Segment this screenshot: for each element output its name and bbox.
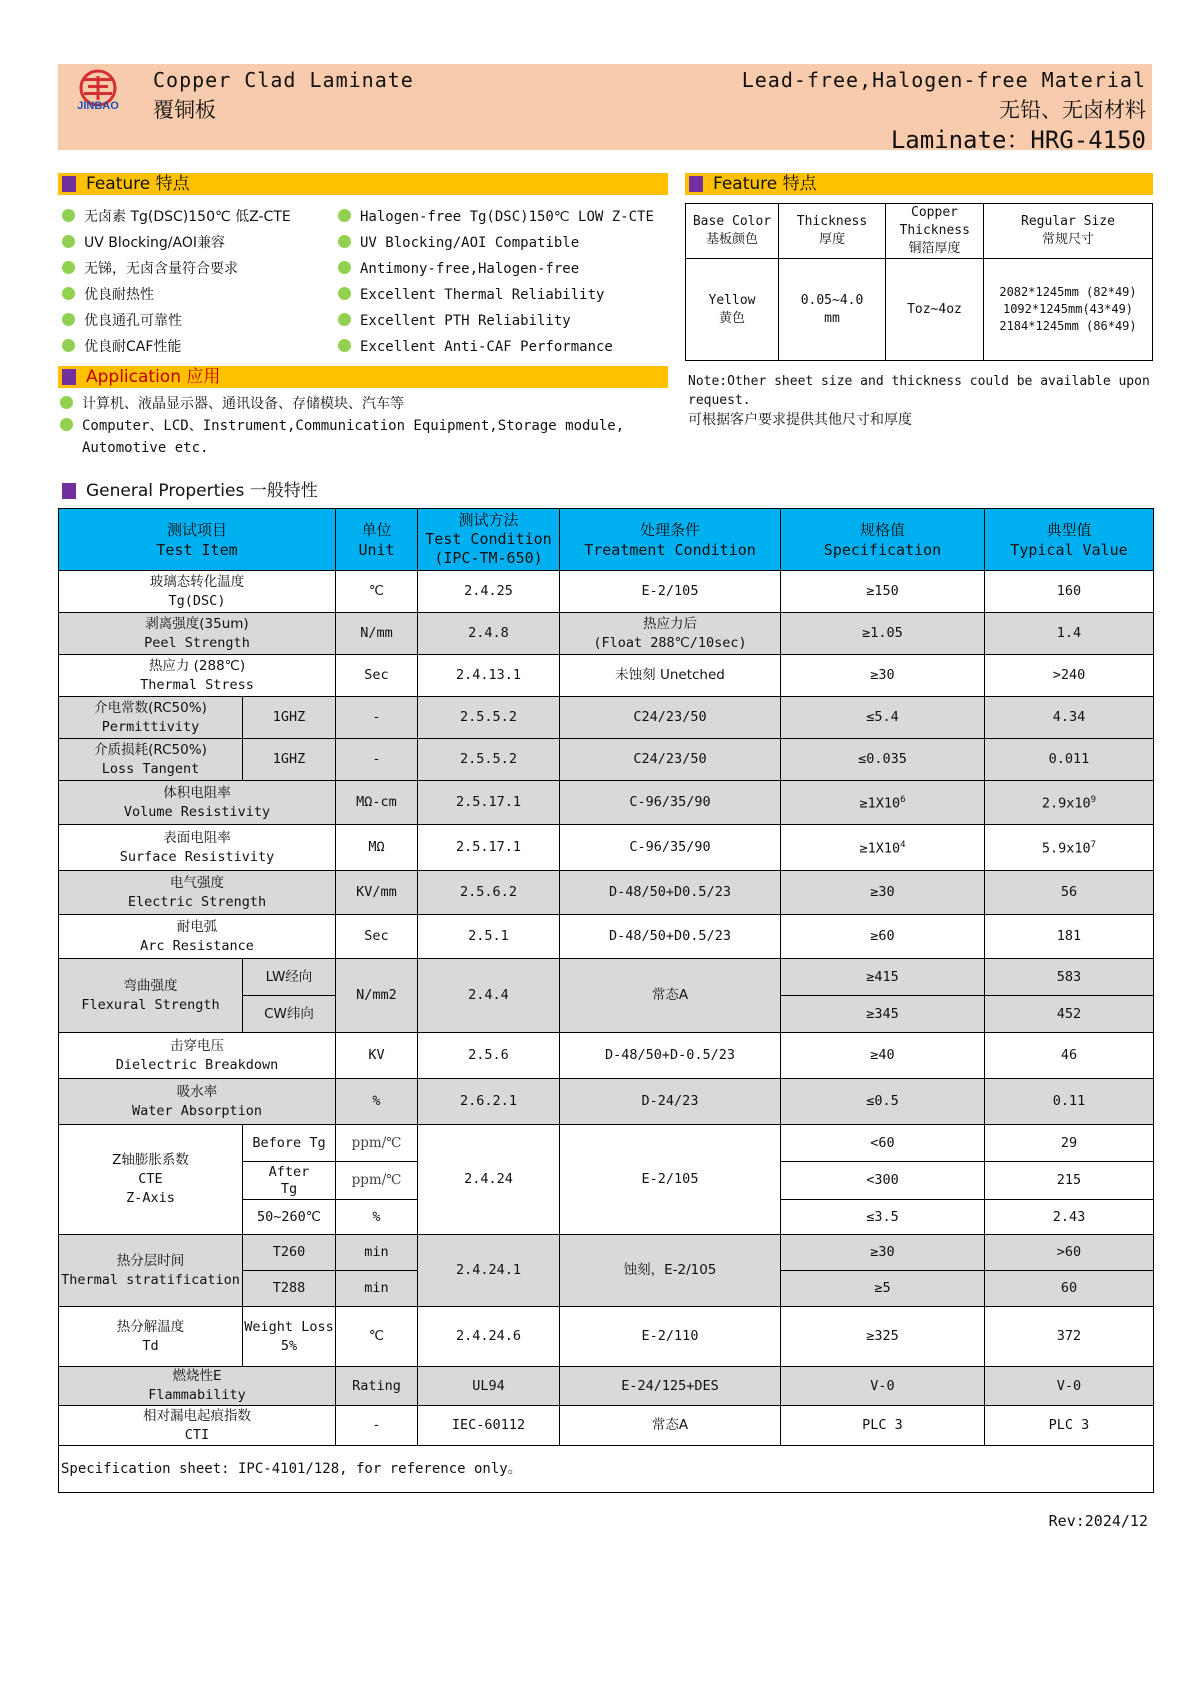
logo-text: JINBAO xyxy=(77,100,119,112)
header-cell: 处理条件 Treatment Condition xyxy=(560,509,781,571)
feature-title-left: Feature 特点 xyxy=(86,174,190,194)
table-row: CW纬向 ≥345 452 xyxy=(59,996,1154,1033)
table-row: 介电常数(RC50%) Permittivity 1GHZ - 2.5.5.2 C24/23/50 ≤5.4 4.34 xyxy=(59,697,1154,739)
list-item: Excellent PTH Reliability xyxy=(338,313,654,339)
bullet-icon xyxy=(338,339,351,352)
feature-list-en xyxy=(338,209,654,365)
table-row: 相对漏电起痕指数 CTI - IEC-60112 常态A PLC 3 PLC 3 xyxy=(59,1406,1154,1446)
material-cn: 无铅、无卤材料 xyxy=(999,98,1146,122)
title-cn: 覆铜板 xyxy=(153,98,216,122)
note-cn: 可根据客户要求提供其他尺寸和厚度 xyxy=(688,412,912,428)
section-square-icon xyxy=(689,176,703,192)
table-row: 玻璃态转化温度 Tg(DSC) ℃ 2.4.25 E-2/105 ≥150 160 xyxy=(59,571,1154,613)
list-item: Antimony-free,Halogen-free xyxy=(338,261,654,287)
table-row xyxy=(59,1446,1154,1493)
feature-list-cn xyxy=(62,209,291,365)
bullet-icon xyxy=(338,235,351,248)
table-header-row xyxy=(59,509,1154,571)
table-row: T288 min ≥5 60 xyxy=(59,1271,1154,1307)
table-row: After Tg ppm/℃ <300 215 xyxy=(59,1162,1154,1200)
list-item: 优良通孔可靠性 xyxy=(62,313,291,339)
bullet-icon xyxy=(338,261,351,274)
general-title: General Properties 一般特性 xyxy=(86,481,318,501)
table-row: 吸水率 Water Absorption % 2.6.2.1 D-24/23 ≤0.5 0.11 xyxy=(59,1079,1154,1125)
list-item: 无锑，无卤含量符合要求 xyxy=(62,261,291,287)
feature-bar-right xyxy=(685,173,1153,195)
header-cell: Copper Thickness 铜箔厚度 xyxy=(886,204,984,259)
general-bar xyxy=(58,480,658,502)
bullet-icon xyxy=(62,261,75,274)
table-row: 耐电弧 Arc Resistance Sec 2.5.1 D-48/50+D0.5/23 ≥60 181 xyxy=(59,915,1154,959)
bullet-icon xyxy=(338,287,351,300)
table-row: 击穿电压 Dielectric Breakdown KV 2.5.6 D-48/50+D-0.5/23 ≥40 46 xyxy=(59,1033,1154,1079)
table-row: Z轴膨胀系数 CTE Z-Axis Before Tg ppm/℃ 2.4.24 E-2/105 <60 29 xyxy=(59,1125,1154,1162)
application-en: Computer、LCD、Instrument,Communication Equipment,Storage module, xyxy=(60,416,624,437)
application-bar xyxy=(58,366,668,388)
bullet-icon xyxy=(62,339,75,352)
list-item: 优良耐热性 xyxy=(62,287,291,313)
color-cell: Yellow 黄色 xyxy=(686,259,779,361)
bullet-icon xyxy=(60,418,73,431)
header-cell: 单位 Unit xyxy=(336,509,418,571)
section-square-icon xyxy=(62,483,76,499)
laminate-model: Laminate：HRG-4150 xyxy=(890,126,1146,154)
bullet-icon xyxy=(62,313,75,326)
table-row: 热应力 (288℃) Thermal Stress Sec 2.4.13.1 未蚀刻 Unetched ≥30 >240 xyxy=(59,655,1154,697)
bullet-icon xyxy=(338,209,351,222)
size-cell: 2082*1245mm (82*49) 1092*1245mm(43*49) 2184*1245mm (86*49) xyxy=(984,259,1153,361)
list-item: UV Blocking/AOI兼容 xyxy=(62,235,291,261)
table-row: 燃烧性E Flammability Rating UL94 E-24/125+DES V-0 V-0 xyxy=(59,1367,1154,1406)
list-item: Halogen-free Tg(DSC)150℃ LOW Z-CTE xyxy=(338,209,654,235)
note-en: Note:Other sheet size and thickness could be available upon request. xyxy=(688,374,1150,408)
list-item: Excellent Anti-CAF Performance xyxy=(338,339,654,365)
bullet-icon xyxy=(338,313,351,326)
table-row: 电气强度 Electric Strength KV/mm 2.5.6.2 D-48/50+D0.5/23 ≥30 56 xyxy=(59,871,1154,915)
header-cell: 测试方法 Test Condition (IPC-TM-650) xyxy=(418,509,560,571)
section-square-icon xyxy=(62,176,76,192)
bullet-icon xyxy=(62,209,75,222)
header-cell: 规格值 Specification xyxy=(781,509,985,571)
header-cell: 典型值 Typical Value xyxy=(985,509,1154,571)
footnote: Specification sheet: IPC-4101/128, for reference only。 xyxy=(59,1446,1154,1493)
header-band xyxy=(58,64,1152,154)
bullet-icon xyxy=(62,287,75,300)
header-cell: 测试项目 Test Item xyxy=(59,509,336,571)
section-square-icon xyxy=(62,369,76,385)
table-row: 热分层时间 Thermal stratification T260 min 2.4.24.1 蚀刻，E-2/105 ≥30 >60 xyxy=(59,1235,1154,1271)
table-row: 介质损耗(RC50%) Loss Tangent 1GHZ - 2.5.5.2 C24/23/50 ≤0.035 0.011 xyxy=(59,739,1154,781)
title-en: Copper Clad Laminate xyxy=(153,68,414,92)
table-row: 体积电阻率 Volume Resistivity MΩ-cm 2.5.17.1 C-96/35/90 $\ge 1X10^6$ $2.9x10^9$ xyxy=(59,781,1154,825)
jinbao-logo-icon xyxy=(70,68,126,120)
table-row: 弯曲强度 Flexural Strength LW经向 N/mm2 2.4.4 常态A ≥415 583 xyxy=(59,959,1154,996)
copper-cell: Toz~4oz xyxy=(886,259,984,361)
application-en-2: Automotive etc. xyxy=(82,440,209,456)
properties-table xyxy=(58,508,1154,1493)
header-cell: Thickness 厚度 xyxy=(779,204,886,259)
header-cell: Regular Size 常规尺寸 xyxy=(984,204,1153,259)
bullet-icon xyxy=(60,396,73,409)
feature-title-right: Feature 特点 xyxy=(713,174,817,194)
table-row: 热分解温度 Td Weight Loss 5% ℃ 2.4.24.6 E-2/110 ≥325 372 xyxy=(59,1307,1154,1367)
list-item: Excellent Thermal Reliability xyxy=(338,287,654,313)
list-item: 优良耐CAF性能 xyxy=(62,339,291,365)
feature-bar-left xyxy=(58,173,668,195)
list-item: UV Blocking/AOI Compatible xyxy=(338,235,654,261)
table-row xyxy=(686,204,1153,259)
material-en: Lead-free,Halogen-free Material xyxy=(741,68,1146,92)
application-cn: 计算机、液晶显示器、通讯设备、存储模块、汽车等 xyxy=(60,394,404,415)
table-row xyxy=(686,259,1153,361)
table-row: 50~260℃ % ≤3.5 2.43 xyxy=(59,1200,1154,1235)
table-row: 表面电阻率 Surface Resistivity MΩ 2.5.17.1 C-96/35/90 $\ge 1X10^4$ $5.9x10^7$ xyxy=(59,825,1154,871)
header-cell: Base Color 基板颜色 xyxy=(686,204,779,259)
thickness-cell: 0.05~4.0 mm xyxy=(779,259,886,361)
application-title: Application 应用 xyxy=(86,367,221,387)
bullet-icon xyxy=(62,235,75,248)
spec-size-table xyxy=(685,203,1153,361)
table-row: 剥离强度(35um) Peel Strength N/mm 2.4.8 热应力后 (Float 288℃/10sec) ≥1.05 1.4 xyxy=(59,613,1154,655)
revision: Rev:2024/12 xyxy=(1048,1512,1148,1530)
list-item: 无卤素 Tg(DSC)150℃ 低Z-CTE xyxy=(62,209,291,235)
